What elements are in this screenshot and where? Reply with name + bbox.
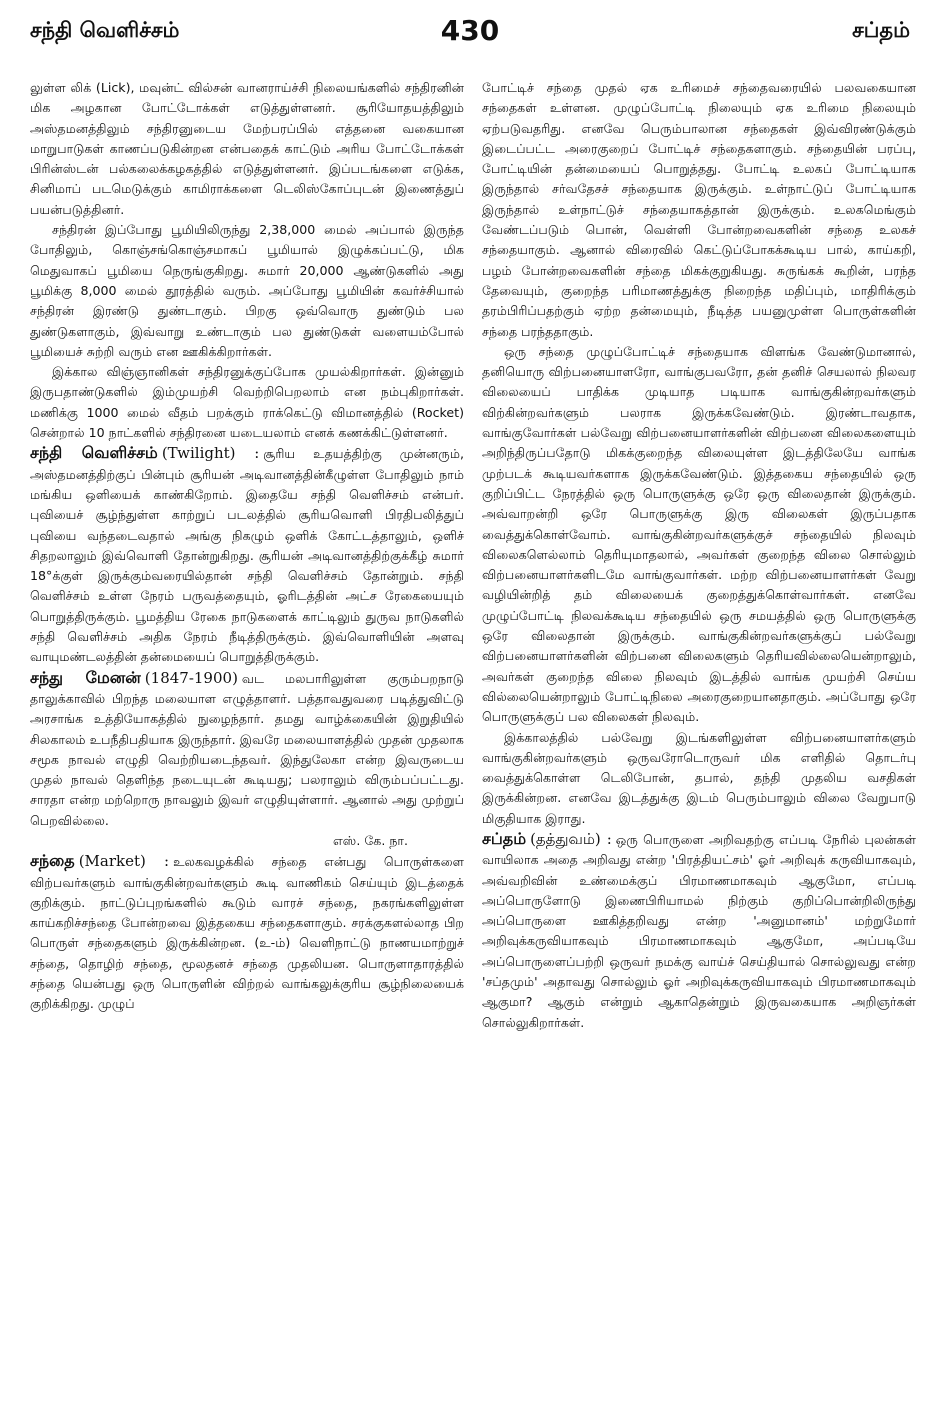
entry-text-twilight: சூரிய உதயத்திற்கு முன்னரும், அஸ்தமனத்திற்குப் பின்பும் சூரியன் அடிவானத்தின்கீழுள்ள போதிலும் நாம் மங்கிய ஒளியைக் காண்கிறோம். இதையே சந்தி வெளிச்சம் என்பர். புவியைச் சூழ்ந்துள்ள காற்றுப் படலத்தில் சூரியவொளி பிரதிபலித்துப் புவியை வந்தடைவதால் அங்கு நிகழும் ஒளிக் கோட்டத்தாலும், ஒளிச் சிதறலாலும் இவ்வொளி தோன்றுகிறது. சூரியன் அடிவானத்திற்குக்கீழ் சுமார் 18°க்குள் இருக்கும்வரையில்தான் சந்தி வெளிச்சம் தோன்றும். சந்தி வெளிச்சம் உள்ள நேரம் பருவத்தையும், ஓரிடத்தின் அட்ச ரேகையையும் பொறுத்திருக்கும். பூமத்திய ரேகை நாடுகளைக் காட்டிலும் துருவ நாடுகளில் சந்தி வெளிச்சம் அதிக நேரம் நீடித்திருக்கும். இவ்வொளியின் அளவு வாயுமண்டலத்தின் தன்மையைப் பொறுத்திருக்கும். bbox=[30, 446, 464, 665]
headword-market: சந்தை bbox=[30, 851, 75, 871]
left-column bbox=[30, 78, 464, 1408]
headword-twilight: சந்தி வெளிச்சம் bbox=[30, 443, 158, 463]
gloss-twilight: (Twilight) : bbox=[161, 444, 260, 463]
paragraph-moon-distance: சந்திரன் இப்போது பூமியிலிருந்து 2,38,000 மைல் அப்பால் இருந்த போதிலும், கொஞ்சங்கொஞ்சமாகப் பூமியால் இழுக்கப்பட்டு, மிக மெதுவாகப் பூமியை நெருங்குகிறது. சுமார் 20,000 ஆண்டுகளில் அது பூமிக்கு 8,000 மைல் தூரத்தில் வரும். அப்போது பூமியின் கவர்ச்சியால் சந்திரன் இரண்டு துண்டாகும். பிறகு ஒவ்வொரு துண்டும் பல துண்டுகளாகும், இவ்வாறு உண்டாகும் பல துண்டுகள் வளையம்போல் பூமியைச் சுற்றி வரும் என ஊகிக்கிறார்கள். bbox=[30, 222, 464, 359]
page-number: 430 bbox=[440, 14, 500, 47]
entry-text-chandu-menon: வட மலபாரிலுள்ள குரும்பறநாடு தாலுக்காவில் பிறந்த மலையாள எழுத்தாளர். பத்தாவதுவரை படித்துவிட்டு அரசாங்க உத்தியோகத்தில் நுழைந்தார். தமது வாழ்க்கையின் இறுதியில் சிலகாலம் உபநீதிபதியாக இருந்தார். இவரே மலையாளத்தில் முதன் முதலாக சமூக நாவல் எழுதி வெற்றியடைந்தவர். இந்துலேகா என்ற இவருடைய முதல் நாவல் தெளிந்த நடையுடன் கூடியது; பலராலும் விரும்பப்பட்டது. சாரதா என்ற மற்றொரு நாவலும் இவர் எழுதியுள்ளார். ஆனால் அது முற்றுப் பெறவில்லை. bbox=[30, 670, 464, 828]
entry-twilight bbox=[30, 443, 464, 667]
running-head-right: சப்தம் bbox=[852, 18, 910, 42]
gloss-sabdam: (தத்துவம்) : bbox=[530, 829, 612, 848]
entry-market bbox=[30, 851, 464, 1014]
dates-chandu-menon: (1847-1900) bbox=[144, 668, 238, 687]
paragraph-competition-market: போட்டிச் சந்தை முதல் ஏக உரிமைச் சந்தைவரையில் பலவகையான சந்தைகள் உள்ளன. முழுப்போட்டி நிலையும் ஏக உரிமை நிலையும் ஏற்படுவதரிது. எனவே பெரும்பாலான சந்தைகள் இவ்விரண்டுக்கும் இடைப்பட்ட அரைகுறைப் போட்டிச் சந்தைகளாகும். சந்தையின் பரப்பு, போட்டியின் தன்மையைப் பொறுத்தது. போட்டி உலகப் போட்டியாக இருந்தால் சர்வதேசச் சந்தையாக இருக்கும். உள்நாட்டுப் போட்டியாக இருந்தால் உள்நாட்டுச் சந்தையாகத்தான் இருக்கும். உலகமெங்கும் வேண்டப்படும் பொன், வெள்ளி போன்றவைகளின் சந்தை உலகச் சந்தையாகும். ஆனால் விரைவில் கெட்டுப்போகக்கூடிய பால், காய்கறி, பழம் போன்றவைகளின் சந்தை மிகக்குறுகியது. சுருங்கக் கூறின், பரந்த தேவையும், குறைந்த பரிமாணத்துக்கு நிறைந்த மதிப்பும், மாதிரிக்கும் தரம்பிரிப்பதற்கும் ஏற்ற தன்மையும், நீடித்த பயனுமுள்ள பொருள்களின் சந்தை பரந்ததாகும். bbox=[482, 80, 916, 339]
paragraph-modern-communication: இக்காலத்தில் பல்வேறு இடங்களிலுள்ள விற்பனையாளர்களும் வாங்குகின்றவர்களும் ஒருவரோடொருவர் மிக எளிதில் தொடர்பு வைத்துக்கொள்ள டெலிபோன், தபால், தந்தி முதலிய வசதிகள் இருக்கின்றன. எனவே இடத்துக்கு இடம் பெரும்பாலும் விலை வேறுபாடு மிகுதியாக இராது. bbox=[482, 729, 916, 826]
gloss-market: (Market) : bbox=[78, 852, 170, 871]
headword-chandu-menon: சந்து மேனன் bbox=[30, 667, 141, 687]
headword-sabdam: சப்தம் bbox=[482, 828, 527, 848]
entry-text-market: உலகவழக்கில் சந்தை என்பது பொருள்களை விற்பவர்களும் வாங்குகின்றவர்களும் கூடி வாணிகம் செய்யும் இடத்தைக் குறிக்கும். நாட்டுப்புறங்களில் கூடும் வாரச் சந்தை, நகரங்களிலுள்ள காய்கறிச்சந்தை போன்றவை இத்தகைய சந்தைகளாகும். சரக்குகளல்லாத பிற பொருள் சந்தைகளும் இருக்கின்றன. (உ-ம்) வெளிநாட்டு நாணயமாற்றுச் சந்தை, தொழிற் சந்தை, மூலதனச் சந்தை முதலியன. பொருளாதாரத்தில் சந்தை யென்பது ஒரு பொருளின் விற்றல் வாங்கலுக்குரிய சூழ்நிலையைக் குறிக்கிறது. முழுப் bbox=[30, 854, 464, 1012]
entry-chandu-menon bbox=[30, 668, 464, 852]
paragraph-lick-observatory: லுள்ள லிக் (Lick), மவுன்ட் வில்சன் வானராய்ச்சி நிலையங்களில் சந்திரனின் மிக அழகான போட்டோக்கள் எடுத்துள்ளனர். சூரியோதயத்திலும் அஸ்தமனத்திலும் சந்திரனுடைய மேற்பரப்பில் எத்தனை வகையான மாறுபாடுகள் காணப்படுகின்றன என்பதைக் காட்டும் அரிய போட்டோக்கள் பிரின்ஸ்டன் பல்கலைக்கழகத்தில் எடுத்துள்ளனர். இப்படங்களை எடுக்க, சினிமாப் படமெடுக்கும் காமிராக்களை டெலிஸ்கோப்புடன் இணைத்துப் பயன்படுத்தினர். bbox=[30, 80, 464, 217]
author-signature: எஸ். கே. நா. bbox=[332, 832, 408, 848]
paragraph-perfect-competition: ஒரு சந்தை முழுப்போட்டிச் சந்தையாக விளங்க வேண்டுமானால், தனியொரு விற்பனையாளரோ, வாங்குபவரோ, தன் தனிச் செயலால் நிலவர விலையைப் பாதிக்க முடியாத படியாக வாங்குகின்றவர்களும் விற்கின்றவர்களும் பலராக இருக்கவேண்டும். இரண்டாவதாக, வாங்குவோர்கள் பல்வேறு விற்பனையாளர்களின் விற்பனை விலைகளையும் அறிந்திருப்பதோடு மிகக்குறைந்த விலையுள்ள இடத்திலேயே வாங்க முற்படக் கூடியவர்களாக இருக்கவேண்டும். இத்தகைய சந்தையில் ஒரு குறிப்பிட்ட நேரத்தில் ஒரு பொருளுக்கு ஒரே ஒரு விலைதான் இருக்கும். அவ்வாறன்றி ஒரே பொருளுக்கு இரு விலைகள் இருப்பதாக வைத்துக்கொள்வோம். வாங்குகின்றவர்களுக்குச் சந்தையில் நிலவும் விலைகளெல்லாம் தெரியுமாதலால், அவர்கள் குறைந்த விலை சொல்லும் விற்பனையாளர்களிடமே வாங்குவார்கள். மற்ற விற்பனையாளர்கள் வேறு வழியின்றித் தம் விலையைக் குறைத்துக்கொள்வார்கள். எனவே முழுப்போட்டி நிலவக்கூடிய சந்தையில் ஒரு சமயத்தில் ஒரு பொருளுக்கு ஒரே விலைதான் இருக்கும். வாங்குகின்றவர்களுக்குப் பல்வேறு விற்பனையாளர்களின் விற்பனை விலைகளும் தெரியவில்லையென்றாலும், அவர்கள் குறைந்த விலை நிலவும் இடத்தில் வாங்க முயற்சி செய்ய வில்லையென்றாலும் போட்டிநிலை அரைகுறையானதாகும். அப்போது ஒரே பொருளுக்குப் பல விலைகள் நிலவும். bbox=[482, 343, 916, 725]
entry-text-sabdam: ஒரு பொருளை அறிவதற்கு எப்படி நேரில் புலன்கள் வாயிலாக அதை அறிவது என்ற 'பிரத்தியட்சம்' ஓர் அறிவுக் கருவியாகவும், அவ்வறிவின் உண்மைக்குப் பிரமாணமாகவும் ஆகுமோ, எப்படி அப்பொருளோடு இணைபிரியாமல் நிற்கும் குறிப்பொன்றிலிருந்து அப்பொருளை ஊகித்தறிவது என்ற 'அனுமானம்' மற்றுமோர் அறிவுக்கருவியாகவும் பிரமாணமாகவும் ஆகுமோ, அப்படியே அப்பொருளைப்பற்றி ஒருவர் நமக்கு வாய்ச் செய்தியால் சொல்லுவது என்ற 'சப்தமும்' அதாவது சொல்லும் ஓர் அறிவுக்கருவியாகவும் பிரமாணமாகவும் ஆகுமா? ஆகும் என்றும் ஆகாதென்றும் இருவகையாக அறிஞர்கள் சொல்லுகிறார்கள். bbox=[482, 831, 916, 1030]
paragraph-moon-travel: இக்கால விஞ்ஞானிகள் சந்திரனுக்குப்போக முயல்கிறார்கள். இன்னும் இருபதாண்டுகளில் இம்முயற்சி வெற்றிபெறலாம் என நம்புகிறார்கள். மணிக்கு 1000 மைல் வீதம் பறக்கும் ராக்கெட்டு விமானத்தில் (Rocket) சென்றால் 10 நாட்களில் சந்திரனை யடையலாம் எனக் கணக்கிட்டுள்ளனர். bbox=[30, 364, 464, 441]
page-header bbox=[0, 0, 940, 64]
right-column bbox=[482, 78, 916, 1408]
entry-sabdam bbox=[482, 829, 916, 1033]
running-head-left: சந்தி வெளிச்சம் bbox=[30, 18, 180, 42]
